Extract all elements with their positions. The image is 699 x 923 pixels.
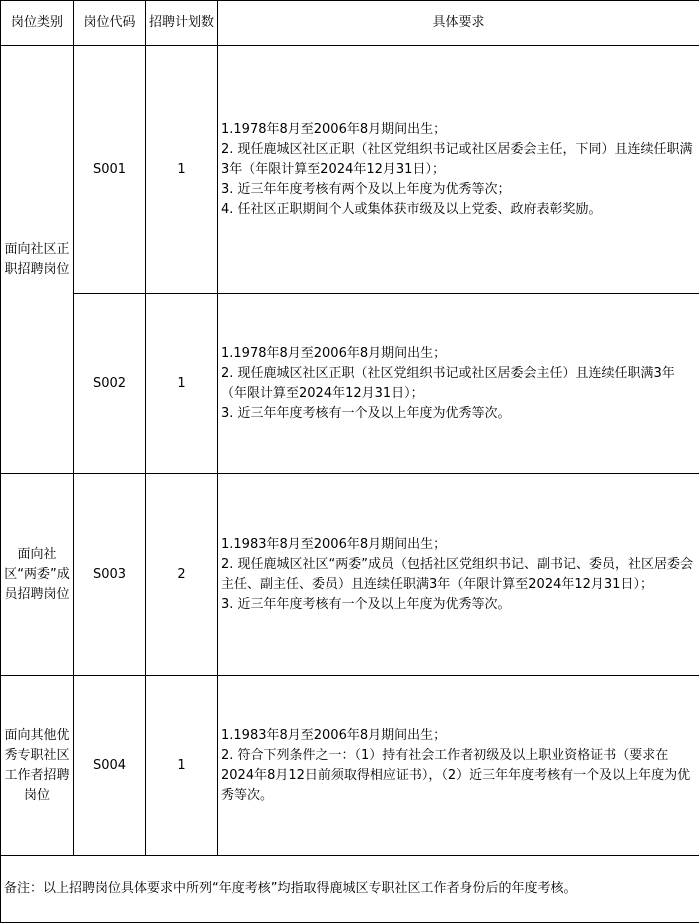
requirement-line: 1.1978年8月至2006年8月期间出生； bbox=[221, 120, 696, 140]
category-cell: 面向社区正职招聘岗位 bbox=[1, 46, 74, 474]
requirement-line: 3. 近三年年度考核有一个及以上年度为优秀等次。 bbox=[221, 595, 696, 615]
table-row bbox=[1, 294, 699, 474]
code-cell: S001 bbox=[74, 46, 146, 294]
requirement-line: 4. 任社区正职期间个人或集体获市级及以上党委、政府表彰奖励。 bbox=[221, 200, 696, 220]
table-row bbox=[1, 676, 699, 856]
code-cell: S002 bbox=[74, 294, 146, 474]
requirement-line: 1.1983年8月至2006年8月期间出生； bbox=[221, 726, 696, 746]
requirements-cell bbox=[218, 46, 699, 294]
plan-cell: 2 bbox=[146, 474, 218, 676]
header-code: 岗位代码 bbox=[74, 1, 146, 46]
requirement-line: 3. 近三年年度考核有两个及以上年度为优秀等次； bbox=[221, 180, 696, 200]
table-row bbox=[1, 474, 699, 676]
requirement-line: 2. 现任鹿城区社区“两委”成员（包括社区党组织书记、副书记、委员，社区居委会主任、副主任、委员）且连续任职满3年（年限计算至2024年12月31日）； bbox=[221, 555, 696, 595]
plan-cell: 1 bbox=[146, 46, 218, 294]
plan-cell: 1 bbox=[146, 676, 218, 856]
header-row bbox=[1, 1, 699, 46]
table-row bbox=[1, 46, 699, 294]
note-row bbox=[1, 856, 699, 923]
code-cell: S003 bbox=[74, 474, 146, 676]
requirement-line: 2. 现任鹿城区社区正职（社区党组织书记或社区居委会主任，下同）且连续任职满3年（年限计算至2024年12月31日）； bbox=[221, 140, 696, 180]
requirement-line: 1.1978年8月至2006年8月期间出生； bbox=[221, 344, 696, 364]
header-plan: 招聘计划数 bbox=[146, 1, 218, 46]
requirements-cell bbox=[218, 474, 699, 676]
header-requirements: 具体要求 bbox=[218, 1, 699, 46]
note-cell: 备注：以上招聘岗位具体要求中所列“年度考核”均指取得鹿城区专职社区工作者身份后的年度考核。 bbox=[1, 856, 699, 923]
header-category: 岗位类别 bbox=[1, 1, 74, 46]
category-cell: 面向其他优秀专职社区工作者招聘岗位 bbox=[1, 676, 74, 856]
requirement-line: 2. 现任鹿城区社区正职（社区党组织书记或社区居委会主任）且连续任职满3年（年限计算至2024年12月31日）； bbox=[221, 364, 696, 404]
plan-cell: 1 bbox=[146, 294, 218, 474]
requirement-line: 1.1983年8月至2006年8月期间出生； bbox=[221, 535, 696, 555]
category-cell: 面向社区“两委”成员招聘岗位 bbox=[1, 474, 74, 676]
requirement-line: 3. 近三年年度考核有一个及以上年度为优秀等次。 bbox=[221, 404, 696, 424]
requirement-line: 2. 符合下列条件之一：（1）持有社会工作者初级及以上职业资格证书（要求在2024年8月12日前须取得相应证书），（2）近三年年度考核有一个及以上年度为优秀等次。 bbox=[221, 746, 696, 806]
requirements-cell bbox=[218, 676, 699, 856]
requirements-cell bbox=[218, 294, 699, 474]
code-cell: S004 bbox=[74, 676, 146, 856]
